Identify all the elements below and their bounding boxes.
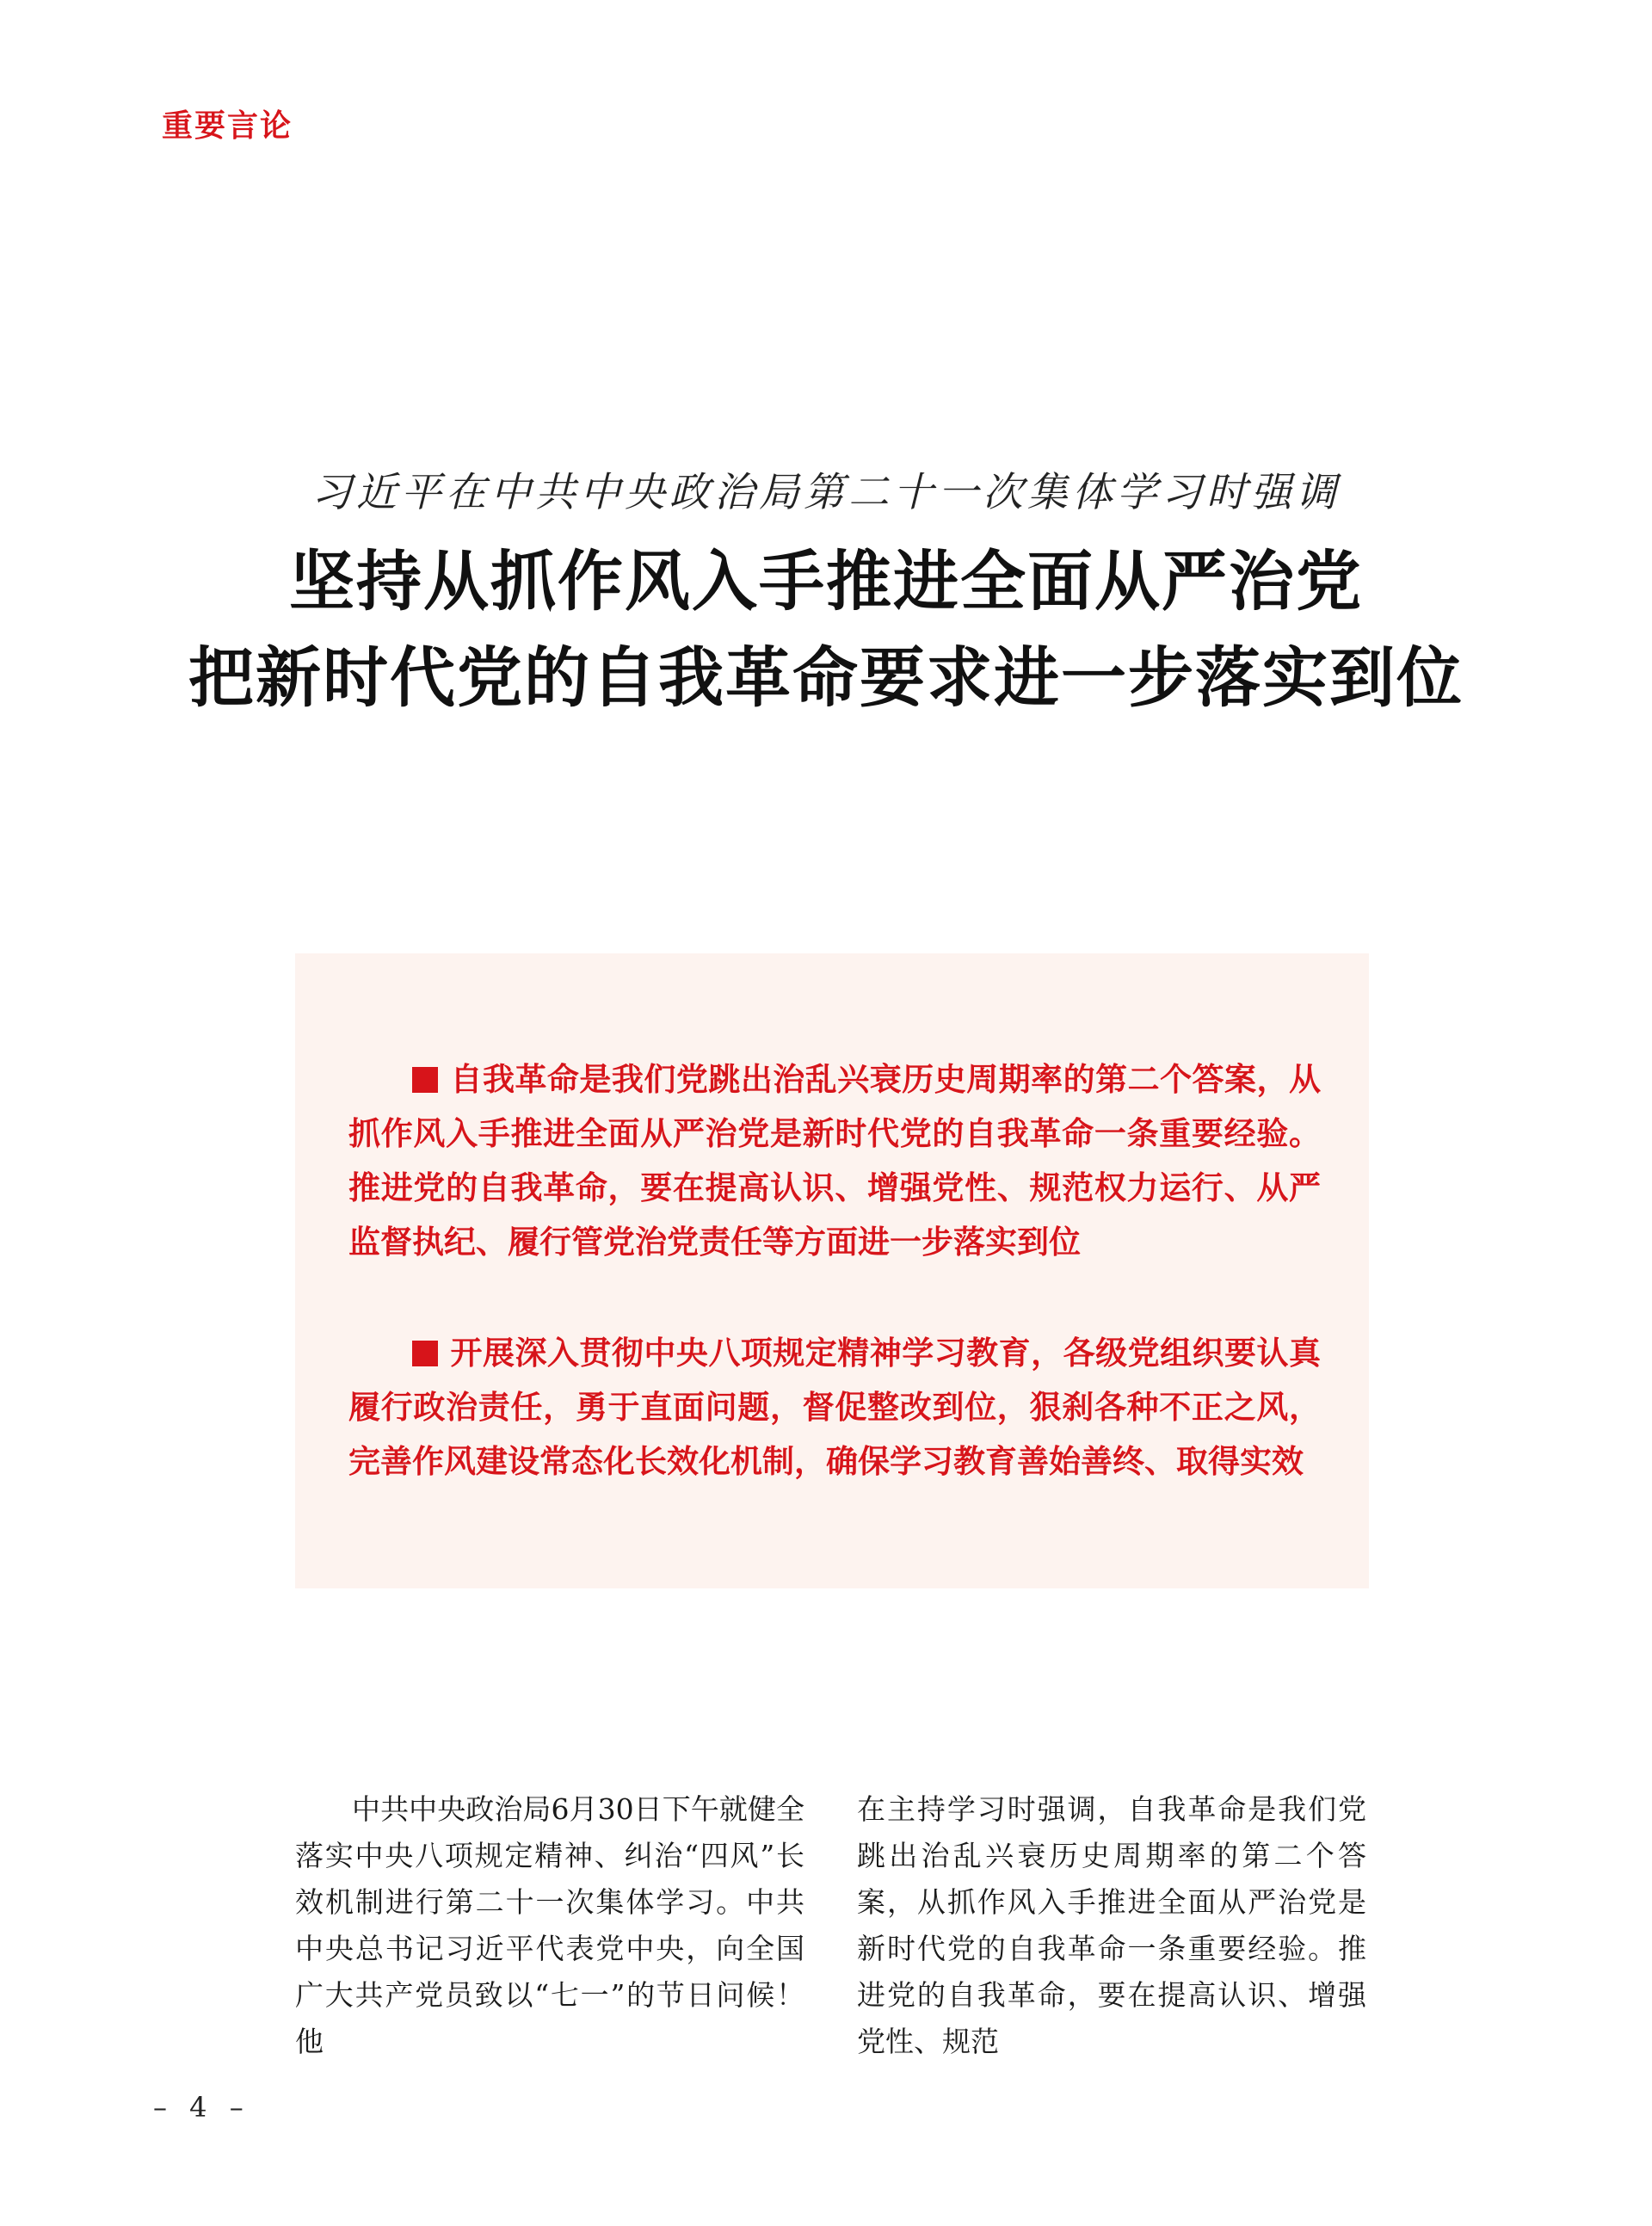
summary-box (295, 953, 1369, 1588)
body-column-left: 中共中央政治局6月30日下午就健全落实中央八项规定精神、纠治“四风”长效机制进行第二十一次集体学习。中共中央总书记习近平代表党中央，向全国广大共产党员致以“七一”的节日问候！他 (295, 1792, 804, 2058)
article-title-line-2: 把新时代党的自我革命要求进一步落实到位 (188, 639, 1464, 716)
article-subtitle: 习近平在中共中央政治局第二十一次集体学习时强调 (311, 469, 1341, 516)
square-bullet-icon (412, 1067, 438, 1093)
summary-item (348, 1326, 1321, 1489)
summary-item-text: 开展深入贯彻中央八项规定精神学习教育，各级党组织要认真履行政治责任，勇于直面问题，督促整改到位，狠刹各种不正之风，完善作风建设常态化长效化机制，确保学习教育善始善终、取得实效 (348, 1335, 1321, 1480)
summary-item (348, 1052, 1321, 1269)
section-label: 重要言论 (162, 108, 293, 144)
page-number: – 4 – (153, 2091, 250, 2124)
article-title-line-1: 坚持从抓作风入手推进全面从严治党 (289, 543, 1363, 620)
summary-item-text: 自我革命是我们党跳出治乱兴衰历史周期率的第二个答案，从抓作风入手推进全面从严治党是新时代党的自我革命一条重要经验。推进党的自我革命，要在提高认识、增强党性、规范权力运行、从严监督执纪、履行管党治党责任等方面进一步落实到位 (348, 1061, 1321, 1261)
body-column-right: 在主持学习时强调，自我革命是我们党跳出治乱兴衰历史周期率的第二个答案，从抓作风入手推进全面从严治党是新时代党的自我革命一条重要经验。推进党的自我革命，要在提高认识、增强党性、规范 (857, 1792, 1366, 2058)
square-bullet-icon (412, 1341, 438, 1366)
